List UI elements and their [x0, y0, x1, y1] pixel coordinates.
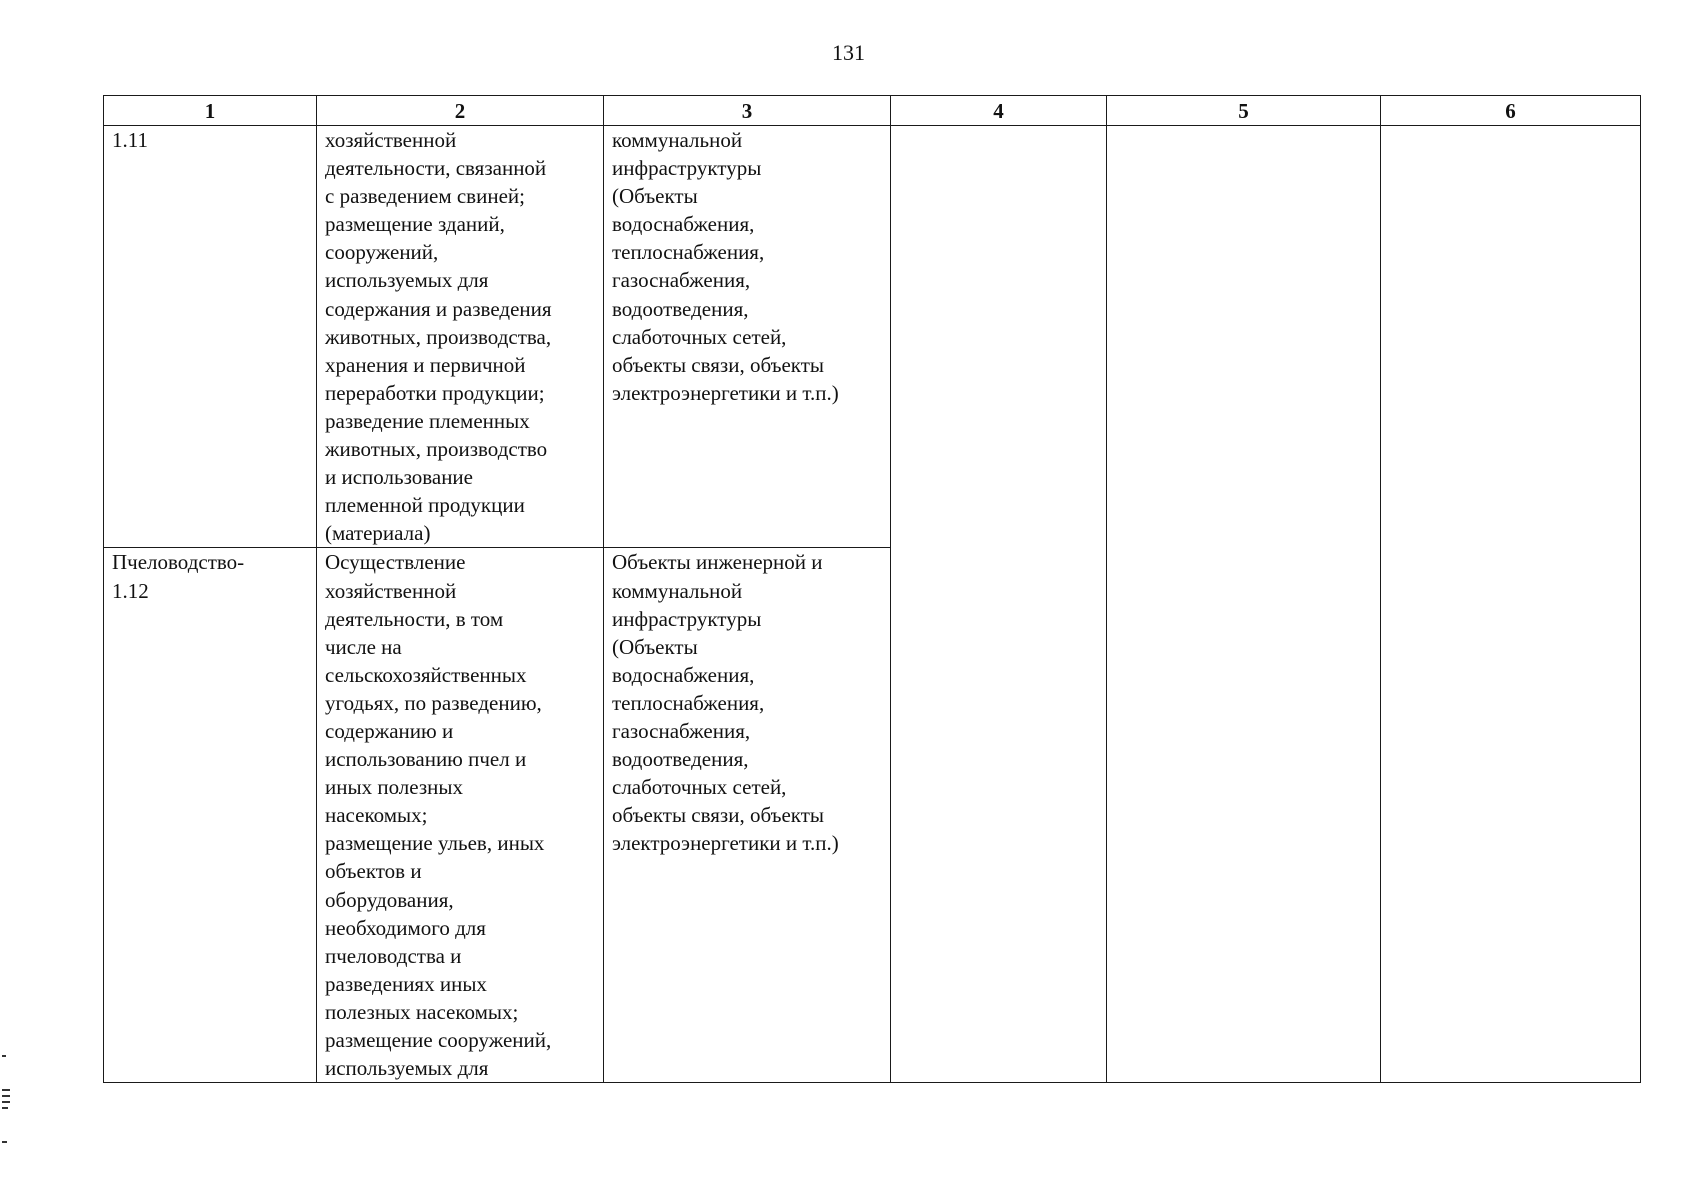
header-col-3: 3 [604, 96, 891, 126]
document-table [103, 95, 1641, 1083]
table-header-row [104, 96, 1641, 126]
cell-description: Осуществление хозяйственной деятельности, в том числе на сельскохозяйственных угодьях, по разведению, содержанию и использованию пчел и иных полезных насекомых; размещение ульев, иных объектов и оборудования, необходимого для пчеловодства и разведениях иных полезных насекомых; размещение сооружений, используемых для [317, 548, 604, 1083]
cell-code: 1.11 [104, 126, 317, 548]
cell-col-6 [1381, 126, 1641, 1083]
header-col-1: 1 [104, 96, 317, 126]
cell-permitted-objects: Объекты инженерной и коммунальной инфраструктуры (Объекты водоснабжения, теплоснабжения, газоснабжения, водоотведения, слаботочных сетей, объекты связи, объекты электроэнергетики и т.п.) [604, 548, 891, 1083]
header-col-6: 6 [1381, 96, 1641, 126]
cell-description: хозяйственной деятельности, связанной с разведением свиней; размещение зданий, сооружений, используемых для содержания и разведения животных, производства, хранения и первичной переработки продукции; разведение племенных животных, производство и использование племенной продукции (материала) [317, 126, 604, 548]
cell-code: Пчеловодство- 1.12 [104, 548, 317, 1083]
header-col-5: 5 [1107, 96, 1381, 126]
scan-margin-marks [0, 1055, 10, 1145]
cell-col-5 [1107, 126, 1381, 1083]
cell-permitted-objects: коммунальной инфраструктуры (Объекты водоснабжения, теплоснабжения, газоснабжения, водоотведения, слаботочных сетей, объекты связи, объекты электроэнергетики и т.п.) [604, 126, 891, 548]
header-col-4: 4 [891, 96, 1107, 126]
cell-col-4 [891, 126, 1107, 1083]
table-row [104, 126, 1641, 548]
page-number: 131 [832, 40, 865, 65]
header-col-2: 2 [317, 96, 604, 126]
